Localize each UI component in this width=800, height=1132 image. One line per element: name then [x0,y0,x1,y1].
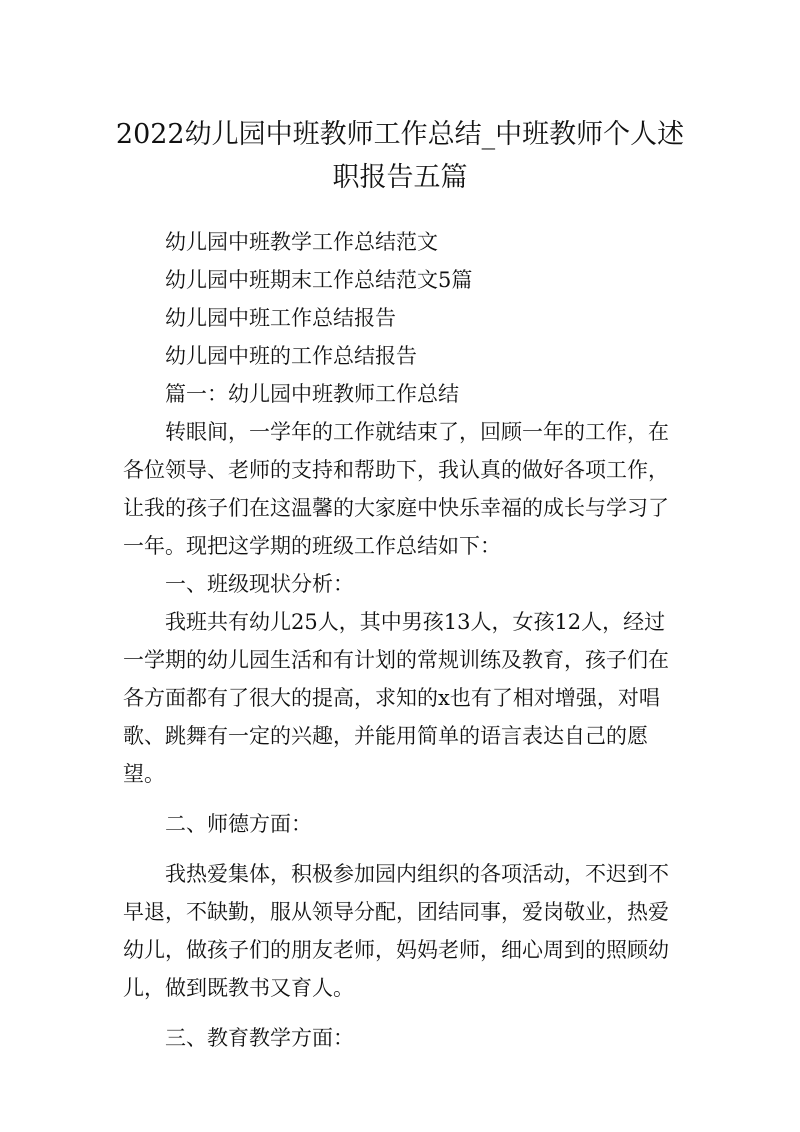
section-heading-1: 篇一：幼儿园中班教师工作总结 [165,382,459,406]
section-heading-class-status: 一、班级现状分析： [165,572,354,596]
teacher-ethics-paragraph: 我热爱集体，积极参加园内组织的各项活动，不迟到不早退，不缺勤，服从领导分配，团结同事，爱岗敬业，热爱幼儿，做孩子们的朋友老师，妈妈老师，细心周到的照顾幼儿，做到既教书又育人。 [123,862,669,1000]
document-body [123,223,683,1057]
section-heading-teacher-ethics: 二、师德方面： [165,812,312,836]
paragraph-item: 幼儿园中班工作总结报告 [165,306,396,330]
class-status-paragraph: 我班共有幼儿25人，其中男孩13人，女孩12人，经过一学期的幼儿园生活和有计划的常规训练及教育，孩子们在各方面都有了很大的提高，求知的x也有了相对增强，对唱歌、跳舞有一定的兴趣，并能用简单的语言表达自己的愿望。 [123,610,669,786]
paragraph-item: 幼儿园中班期末工作总结范文5篇 [165,268,473,292]
paragraph-item: 幼儿园中班的工作总结报告 [165,344,417,368]
section-heading-education: 三、教育教学方面： [165,1026,354,1050]
paragraph-item: 幼儿园中班教学工作总结范文 [165,230,438,254]
intro-paragraph: 转眼间，一学年的工作就结束了，回顾一年的工作，在各位领导、老师的支持和帮助下，我认真的做好各项工作，让我的孩子们在这温馨的大家庭中快乐幸福的成长与学习了一年。现把这学期的班级工作总结如下： [123,420,669,558]
document-title: 2022幼儿园中班教师工作总结_中班教师个人述职报告五篇 [115,119,685,194]
